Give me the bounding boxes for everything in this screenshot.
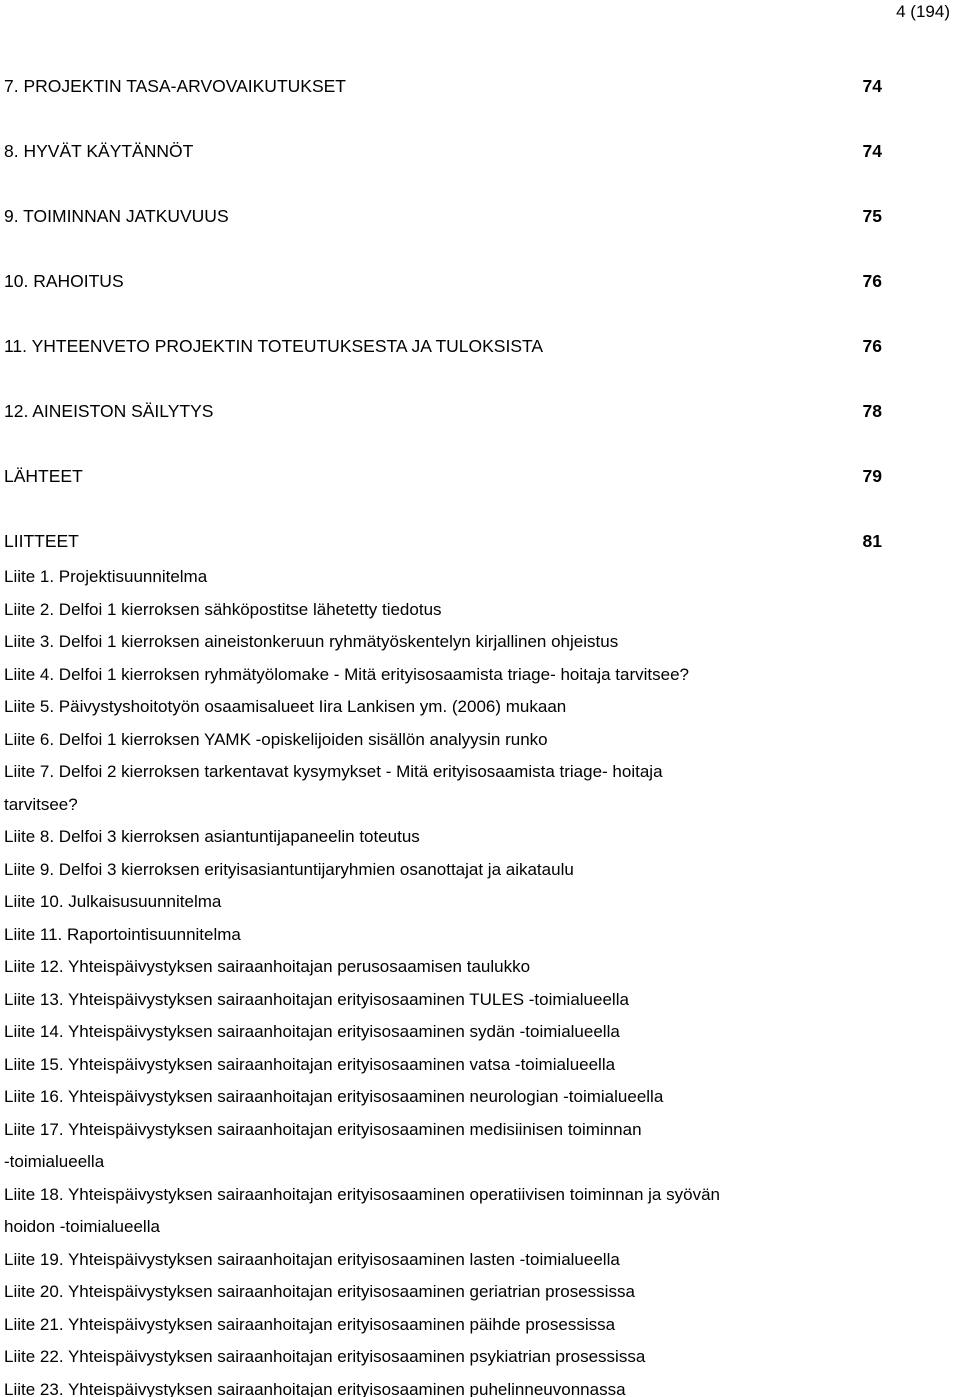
appendix-item: Liite 21. Yhteispäivystyksen sairaanhoitajan erityisosaaminen päihde prosessissa [4, 1314, 616, 1334]
appendix-item: Liite 12. Yhteispäivystyksen sairaanhoitajan perusosaamisen taulukko [4, 957, 531, 976]
toc-entry-title: 11. YHTEENVETO PROJEKTIN TOTEUTUKSESTA JA TULOKSISTA [4, 336, 544, 356]
appendix-item: Liite 17. Yhteispäivystyksen sairaanhoitajan erityisosaaminen medisiinisen toiminnan [4, 1119, 642, 1139]
appendix-item: Liite 14. Yhteispäivystyksen sairaanhoitajan erityisosaaminen sydän -toimialueella [4, 1022, 620, 1041]
toc-entry [4, 334, 882, 399]
toc-entry [4, 74, 882, 139]
toc-entry-title: 12. AINEISTON SÄILYTYS [4, 401, 214, 421]
toc-entry-title: 8. HYVÄT KÄYTÄNNÖT [4, 141, 194, 161]
appendix-item: Liite 6. Delfoi 1 kierroksen YAMK -opiskelijoiden sisällön analyysin runko [4, 729, 548, 749]
appendix-item: Liite 23. Yhteispäivystyksen sairaanhoitajan erityisosaaminen puhelinneuvonnassa [4, 1379, 626, 1397]
toc-entry-title: LÄHTEET [4, 466, 83, 486]
toc-entry-page: 74 [862, 76, 882, 96]
appendix-item: Liite 18. Yhteispäivystyksen sairaanhoitajan erityisosaaminen operatiivisen toiminnan ja syövän [4, 1184, 720, 1204]
appendices-title: LIITTEET [4, 531, 79, 551]
toc-entry-title: 10. RAHOITUS [4, 271, 124, 291]
toc-entry [4, 269, 882, 334]
toc-entry-page: 78 [862, 401, 882, 421]
toc-entry [4, 139, 882, 204]
toc-entry [4, 204, 882, 269]
appendix-item: Liite 22. Yhteispäivystyksen sairaanhoitajan erityisosaaminen psykiatrian prosessissa [4, 1347, 646, 1366]
toc-entry [4, 464, 882, 529]
appendix-item: tarvitsee? [4, 794, 78, 814]
toc-entry-page: 76 [862, 271, 882, 291]
appendix-item: Liite 9. Delfoi 3 kierroksen erityisasiantuntijaryhmien osanottajat ja aikataulu [4, 859, 574, 879]
appendices-page: 81 [862, 531, 882, 551]
appendix-item: Liite 7. Delfoi 2 kierroksen tarkentavat kysymykset - Mitä erityisosaamista triage- hoitaja [4, 762, 663, 781]
appendix-item: Liite 13. Yhteispäivystyksen sairaanhoitajan erityisosaaminen TULES -toimialueella [4, 989, 629, 1009]
appendix-item: Liite 11. Raportointisuunnitelma [4, 924, 241, 944]
toc-entry-page: 74 [862, 141, 882, 161]
appendix-item: Liite 15. Yhteispäivystyksen sairaanhoitajan erityisosaaminen vatsa -toimialueella [4, 1054, 616, 1074]
appendix-item: Liite 10. Julkaisusuunnitelma [4, 892, 222, 911]
table-of-contents [4, 74, 882, 563]
page-number: 4 (194) [896, 2, 950, 21]
appendix-item: hoidon -toimialueella [4, 1217, 160, 1236]
appendix-item: Liite 1. Projektisuunnitelma [4, 567, 208, 586]
toc-entry-title: 9. TOIMINNAN JATKUVUUS [4, 206, 229, 226]
toc-entry-title: 7. PROJEKTIN TASA-ARVOVAIKUTUKSET [4, 76, 346, 96]
appendix-item: Liite 8. Delfoi 3 kierroksen asiantuntijapaneelin toteutus [4, 827, 420, 846]
toc-entry-page: 79 [862, 466, 882, 486]
appendices-heading [4, 529, 882, 563]
toc-entry-page: 75 [862, 206, 882, 226]
appendix-item: Liite 3. Delfoi 1 kierroksen aineistonkeruun ryhmätyöskentelyn kirjallinen ohjeistus [4, 632, 619, 651]
appendix-item: Liite 20. Yhteispäivystyksen sairaanhoitajan erityisosaaminen geriatrian prosessissa [4, 1282, 635, 1301]
appendix-item: Liite 4. Delfoi 1 kierroksen ryhmätyölomake - Mitä erityisosaamista triage- hoitaja tarvitsee? [4, 664, 689, 684]
toc-entry [4, 399, 882, 464]
appendix-item: -toimialueella [4, 1152, 105, 1171]
appendix-item: Liite 5. Päivystyshoitotyön osaamisalueet Iira Lankisen ym. (2006) mukaan [4, 697, 567, 716]
toc-entry-page: 76 [862, 336, 882, 356]
appendix-list [4, 561, 884, 1397]
appendix-item: Liite 16. Yhteispäivystyksen sairaanhoitajan erityisosaaminen neurologian -toimialueella [4, 1087, 664, 1106]
appendix-item: Liite 19. Yhteispäivystyksen sairaanhoitajan erityisosaaminen lasten -toimialueella [4, 1249, 620, 1269]
appendix-item: Liite 2. Delfoi 1 kierroksen sähköpostitse lähetetty tiedotus [4, 599, 442, 619]
